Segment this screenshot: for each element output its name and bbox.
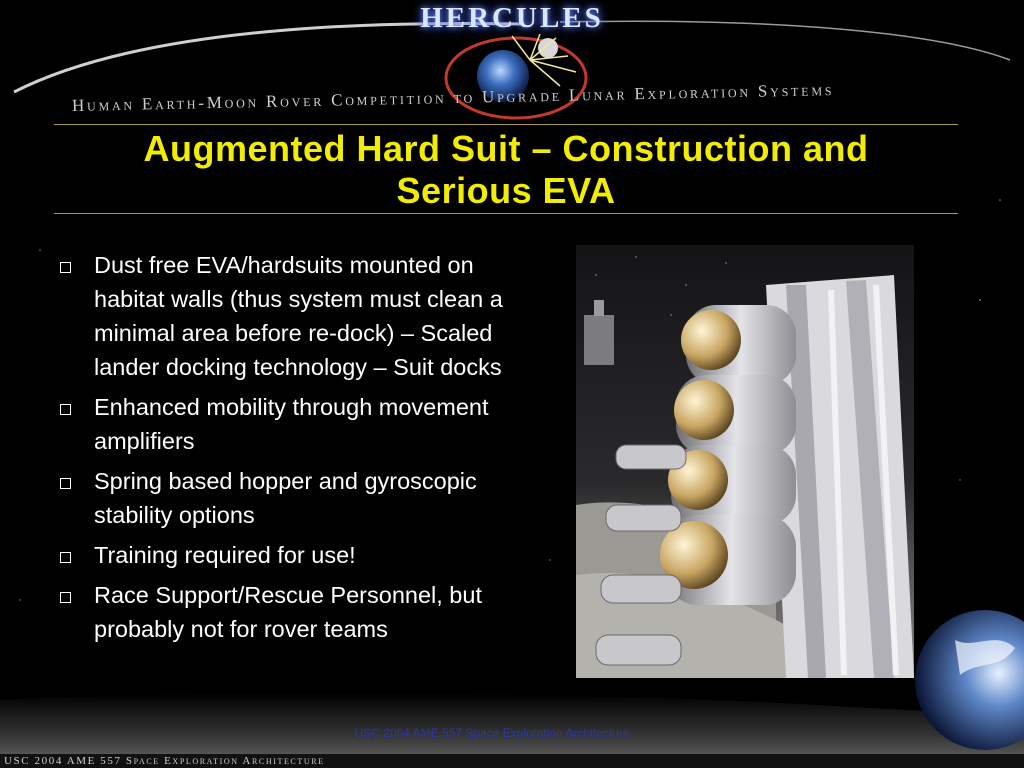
program-tagline: Human Earth-Moon Rover Competition to Upgrade Lunar Exploration Systems — [71, 80, 835, 115]
title-rule-top — [54, 124, 958, 125]
slide-title-line-2: Serious EVA — [396, 170, 616, 211]
list-item — [60, 578, 540, 646]
square-bullet-icon — [60, 262, 71, 273]
slide-title-line-1: Augmented Hard Suit – Construction and — [143, 128, 869, 169]
list-item — [60, 538, 540, 572]
footer-bar-text: USC 2004 AME 557 Space Exploration Architecture — [4, 755, 325, 767]
square-bullet-icon — [60, 592, 71, 603]
slide-title — [54, 128, 958, 212]
square-bullet-icon — [60, 404, 71, 415]
square-bullet-icon — [60, 478, 71, 489]
list-item — [60, 390, 540, 458]
bullet-text: Spring based hopper and gyroscopic stability options — [94, 468, 477, 528]
bullet-list — [60, 248, 540, 652]
bullet-text: Race Support/Rescue Personnel, but probably not for rover teams — [94, 582, 482, 642]
bullet-text: Enhanced mobility through movement amplifiers — [94, 394, 489, 454]
hardsuit-illustration — [576, 245, 914, 678]
list-item — [60, 464, 540, 532]
square-bullet-icon — [60, 552, 71, 563]
footer-center-text: USC 2004 AME 557 Space Exploration Architecture — [354, 726, 630, 740]
title-rule-bottom — [54, 213, 958, 214]
list-item — [60, 248, 540, 384]
bullet-text: Dust free EVA/hardsuits mounted on habitat walls (thus system must clean a minimal area before re-dock) – Scaled lander docking technology – Suit docks — [94, 252, 503, 380]
bullet-text: Training required for use! — [94, 542, 356, 568]
brand-title: HERCULES — [420, 2, 604, 34]
